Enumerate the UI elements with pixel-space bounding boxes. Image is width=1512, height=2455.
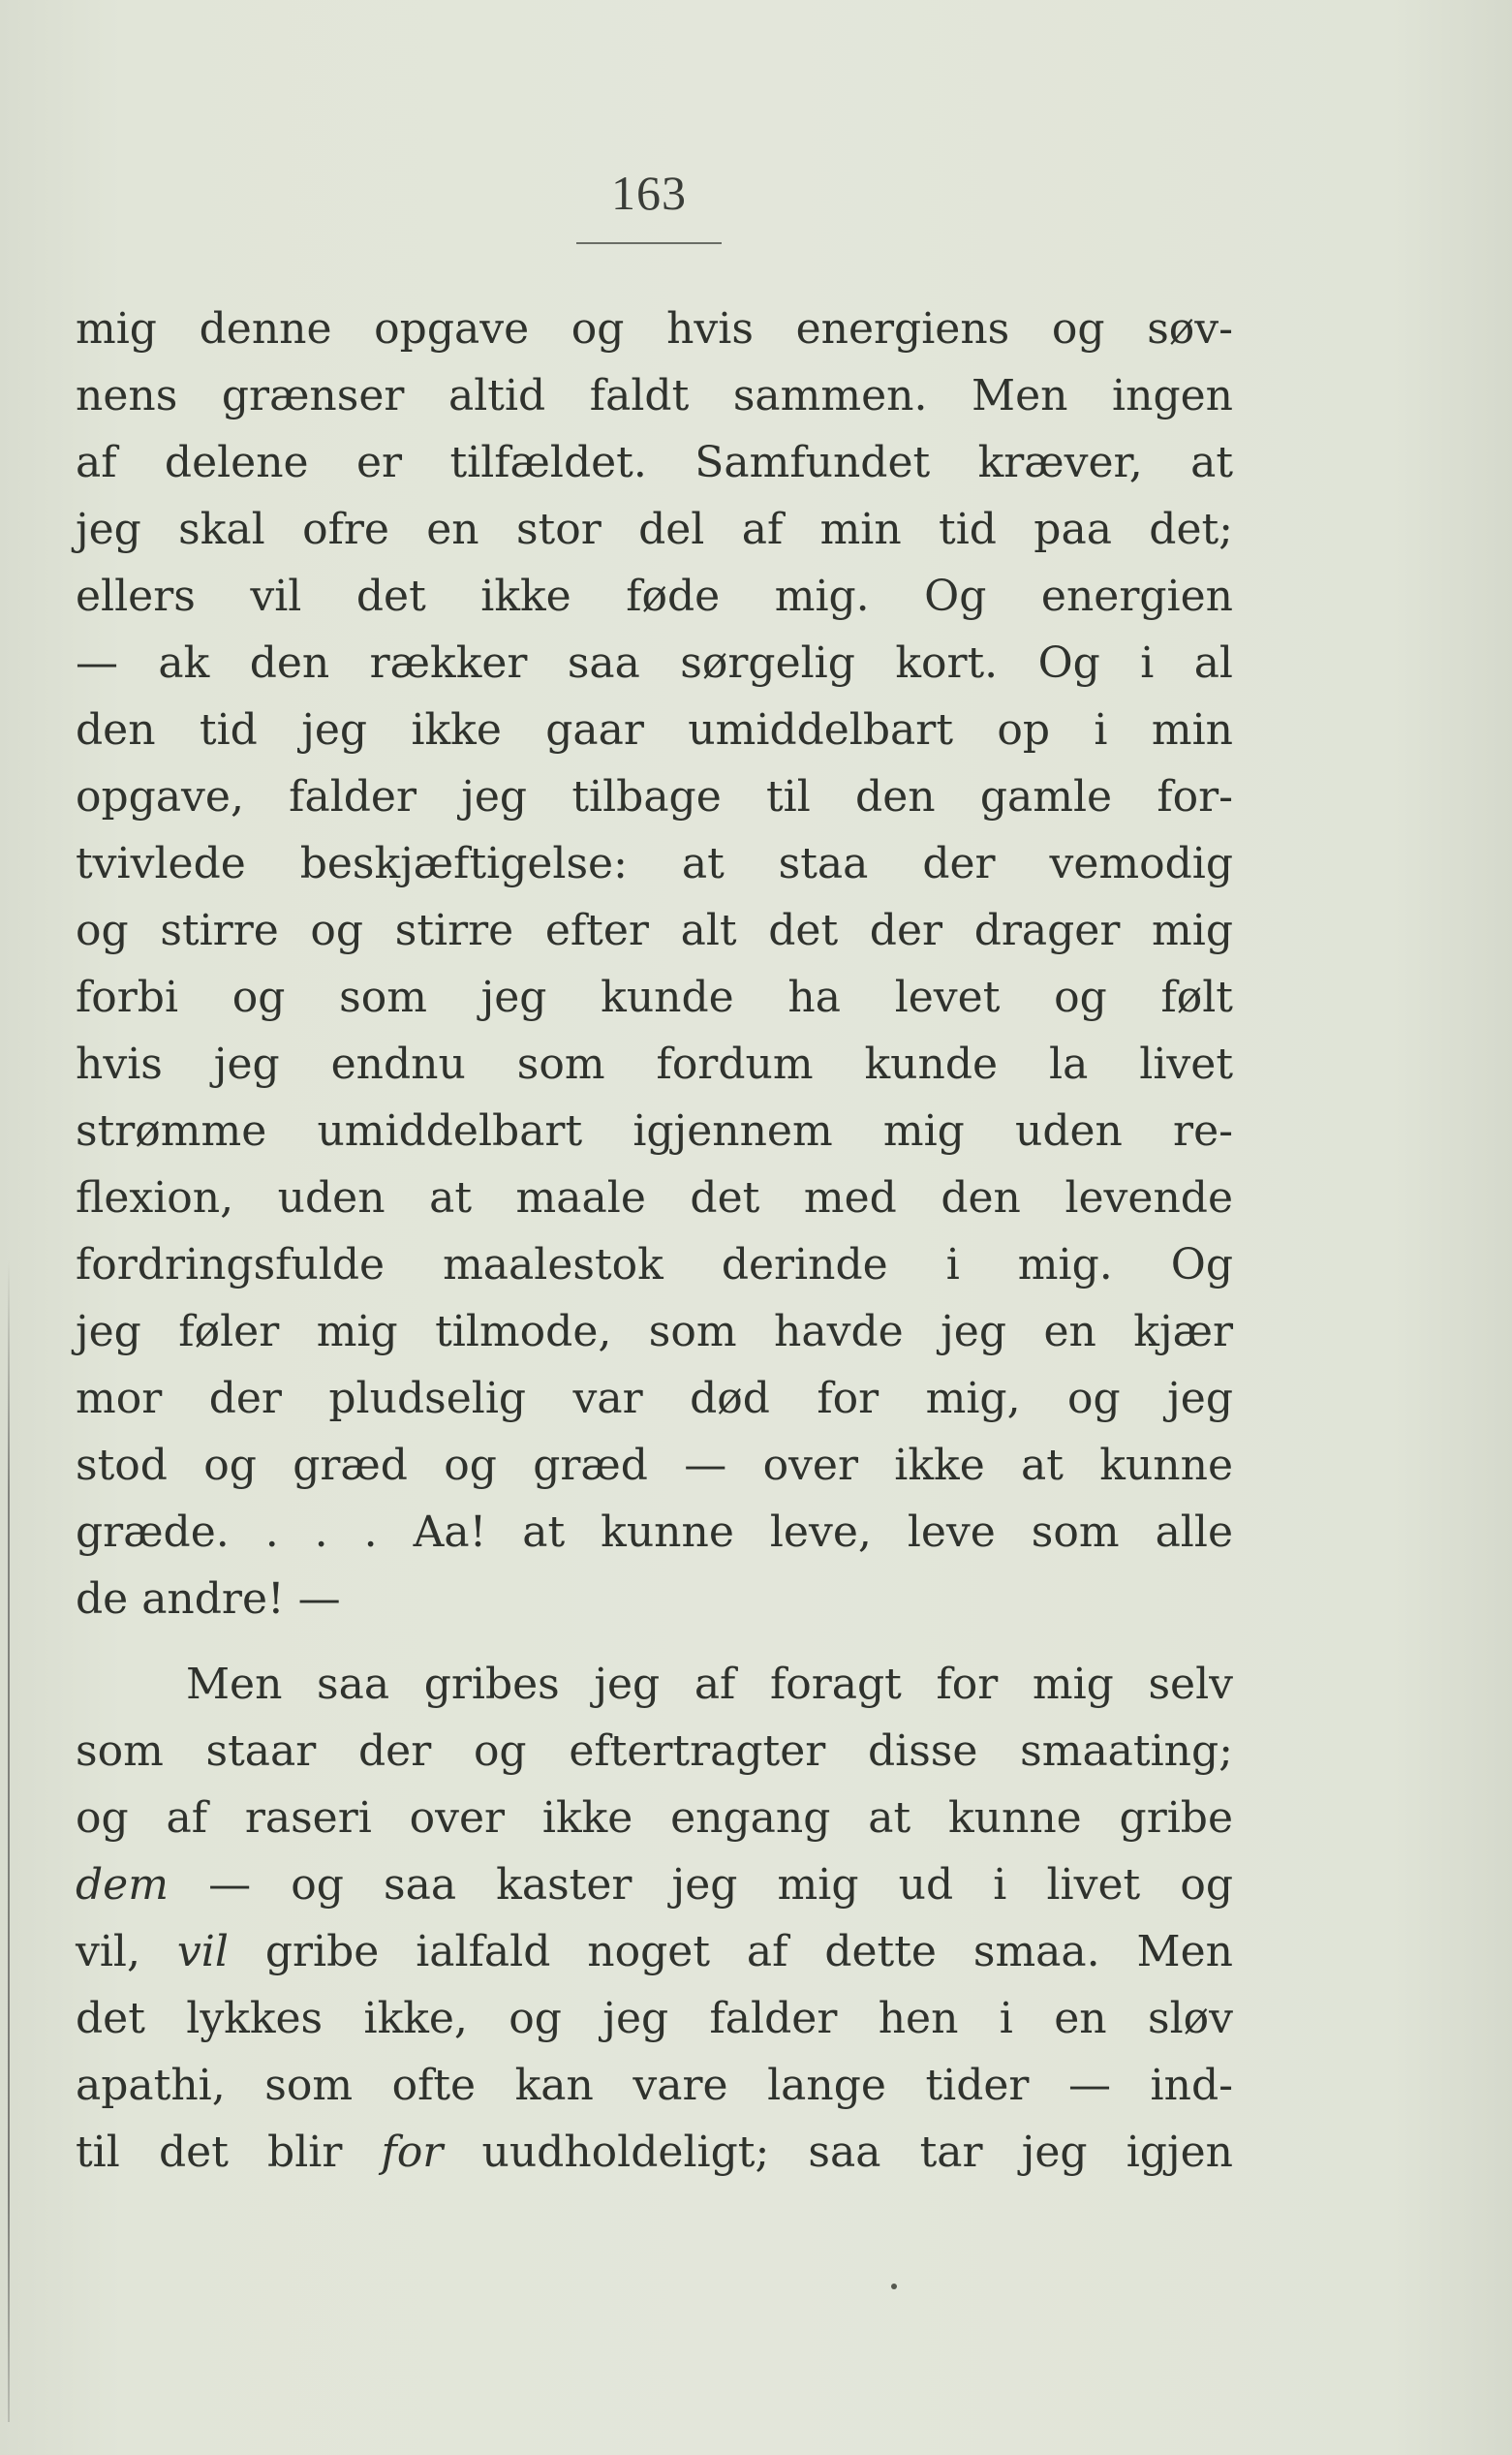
page-edge-shadow <box>8 1259 10 2422</box>
text-line: af delene er tilfældet. Samfundet kræver, at <box>76 438 1233 487</box>
text-line: den tid jeg ikke gaar umiddelbart op i min <box>76 705 1233 755</box>
text-line: — ak den rækker saa sørgelig kort. Og i al <box>76 638 1233 688</box>
text-line: flexion, uden at maale det med den levende <box>76 1173 1233 1223</box>
italic-word: dem <box>76 1860 169 1910</box>
text-line: apathi, som ofte kan vare lange tider — ind- <box>76 2061 1233 2110</box>
text-line: stod og græd og græd — over ikke at kunne <box>76 1441 1233 1490</box>
text-line <box>76 1852 1233 1918</box>
text-line: de andre! — <box>76 1574 341 1624</box>
text-line <box>76 2120 1233 2186</box>
text-span: uudholdeligt; saa tar jeg igjen <box>443 2128 1233 2177</box>
text-line: som staar der og eftertragter disse smaating; <box>76 1726 1233 1776</box>
text-line: jeg føler mig tilmode, som havde jeg en kjær <box>76 1307 1233 1356</box>
page-number-rule <box>576 242 722 244</box>
text-line: opgave, falder jeg tilbage til den gamle for- <box>76 772 1233 822</box>
text-line: ellers vil det ikke føde mig. Og energien <box>76 572 1233 621</box>
italic-word: for <box>381 2128 444 2177</box>
text-span: vil, <box>76 1927 177 1976</box>
text-line: fordringsfulde maalestok derinde i mig. Og <box>76 1240 1233 1290</box>
text-line: græde. . . . Aa! at kunne leve, leve som alle <box>76 1507 1233 1557</box>
print-speck <box>891 2284 897 2289</box>
text-span: — og saa kaster jeg mig ud i livet og <box>168 1860 1233 1910</box>
page-number: 163 <box>611 166 687 220</box>
text-line: strømme umiddelbart igjennem mig uden re- <box>76 1106 1233 1156</box>
text-line: forbi og som jeg kunde ha levet og følt <box>76 973 1233 1022</box>
text-line: jeg skal ofre en stor del af min tid paa det; <box>76 505 1233 554</box>
text-line: mor der pludselig var død for mig, og jeg <box>76 1374 1233 1423</box>
italic-word: vil <box>176 1927 229 1976</box>
text-line <box>76 1919 1233 1985</box>
text-line: tvivlede beskjæftigelse: at staa der vemodig <box>76 839 1233 888</box>
text-line: nens grænser altid faldt sammen. Men ingen <box>76 371 1233 420</box>
text-span: gribe ialfald noget af dette smaa. Men <box>228 1927 1233 1976</box>
text-line: hvis jeg endnu som fordum kunde la livet <box>76 1040 1233 1089</box>
text-line: og stirre og stirre efter alt det der drager mig <box>76 906 1233 955</box>
text-line: Men saa gribes jeg af foragt for mig selv <box>186 1660 1233 1709</box>
text-line: mig denne opgave og hvis energiens og søv- <box>76 304 1233 354</box>
text-line: det lykkes ikke, og jeg falder hen i en sløv <box>76 1994 1233 2043</box>
text-line: og af raseri over ikke engang at kunne gribe <box>76 1793 1233 1843</box>
text-span: til det blir <box>76 2128 382 2177</box>
